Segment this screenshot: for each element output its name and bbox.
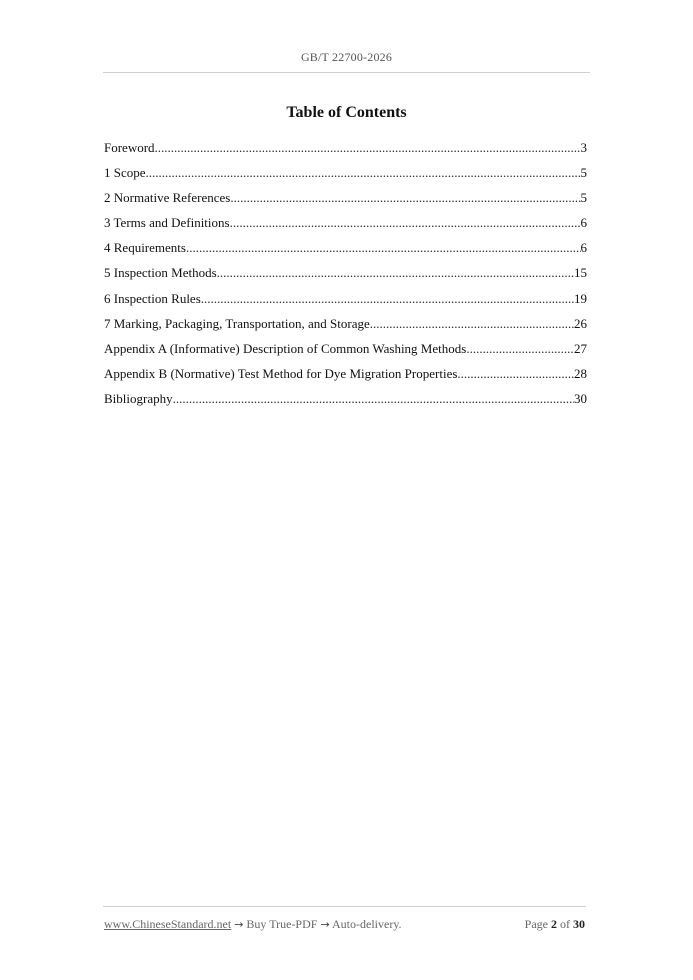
toc-entry-page: 5 [580,165,587,181]
arrow-right-icon: → [234,918,244,931]
toc-entry-label: 4 Requirements [104,240,186,256]
toc-dot-leader [186,240,581,255]
toc-entry-page: 19 [574,290,587,306]
site-link[interactable]: www.ChineseStandard.net [104,917,232,931]
toc-entry-label: 1 Scope [104,165,146,181]
toc-dot-leader [173,391,574,406]
toc-dot-leader [201,291,574,306]
toc-entry-terms-definitions[interactable] [104,215,587,240]
toc-entry-page: 26 [574,315,587,331]
toc-entry-label: 7 Marking, Packaging, Transportation, and Storage [104,315,370,331]
page-of: of [557,917,573,931]
toc-list [104,140,587,416]
toc-entry-label: 3 Terms and Definitions [104,215,230,231]
toc-entry-page: 27 [574,340,587,356]
running-header: GB/T 22700-2026 [300,50,393,64]
toc-entry-label: Appendix B (Normative) Test Method for Dye Migration Properties [104,365,458,381]
toc-title: Table of Contents [286,104,407,121]
footer-promo [104,917,402,932]
page-total: 30 [573,917,585,931]
toc-dot-leader [230,215,581,230]
toc-entry-appendix-b[interactable] [104,366,587,391]
toc-entry-requirements[interactable] [104,240,587,265]
page-number [525,917,585,932]
toc-entry-label: Appendix A (Informative) Description of Common Washing Methods [104,340,467,356]
toc-dot-leader [370,316,574,331]
toc-dot-leader [146,165,581,180]
toc-entry-page: 15 [574,265,587,281]
toc-dot-leader [230,190,580,205]
toc-dot-leader [457,366,574,381]
toc-entry-bibliography[interactable] [104,391,587,416]
page-current: 2 [551,917,557,931]
toc-entry-page: 30 [574,390,587,406]
toc-dot-leader [217,265,574,280]
toc-entry-marking-packaging[interactable] [104,316,587,341]
toc-dot-leader [466,341,574,356]
toc-entry-inspection-methods[interactable] [104,265,587,290]
toc-entry-scope[interactable] [104,165,587,190]
buy-true-pdf-text: Buy True-PDF [243,917,321,931]
toc-entry-foreword[interactable] [104,140,587,165]
toc-entry-label: Foreword [104,140,155,155]
toc-entry-page: 28 [574,365,587,381]
toc-dot-leader [155,140,581,155]
toc-entry-label: Bibliography [104,390,173,406]
toc-entry-label: 5 Inspection Methods [104,265,217,281]
toc-entry-page: 6 [580,215,587,231]
toc-entry-page: 5 [580,190,587,206]
toc-entry-page: 3 [580,140,587,155]
page-prefix: Page [524,917,551,931]
toc-entry-label: 2 Normative References [104,190,231,206]
toc-entry-label: 6 Inspection Rules [104,290,201,306]
arrow-right-icon: → [320,918,330,931]
toc-entry-normative-references[interactable] [104,190,587,215]
toc-entry-appendix-a[interactable] [104,341,587,366]
toc-entry-page: 6 [580,240,587,256]
footer-divider [103,906,586,907]
toc-entry-inspection-rules[interactable] [104,291,587,316]
header-divider [103,72,590,73]
auto-delivery-text: Auto-delivery. [329,917,402,931]
